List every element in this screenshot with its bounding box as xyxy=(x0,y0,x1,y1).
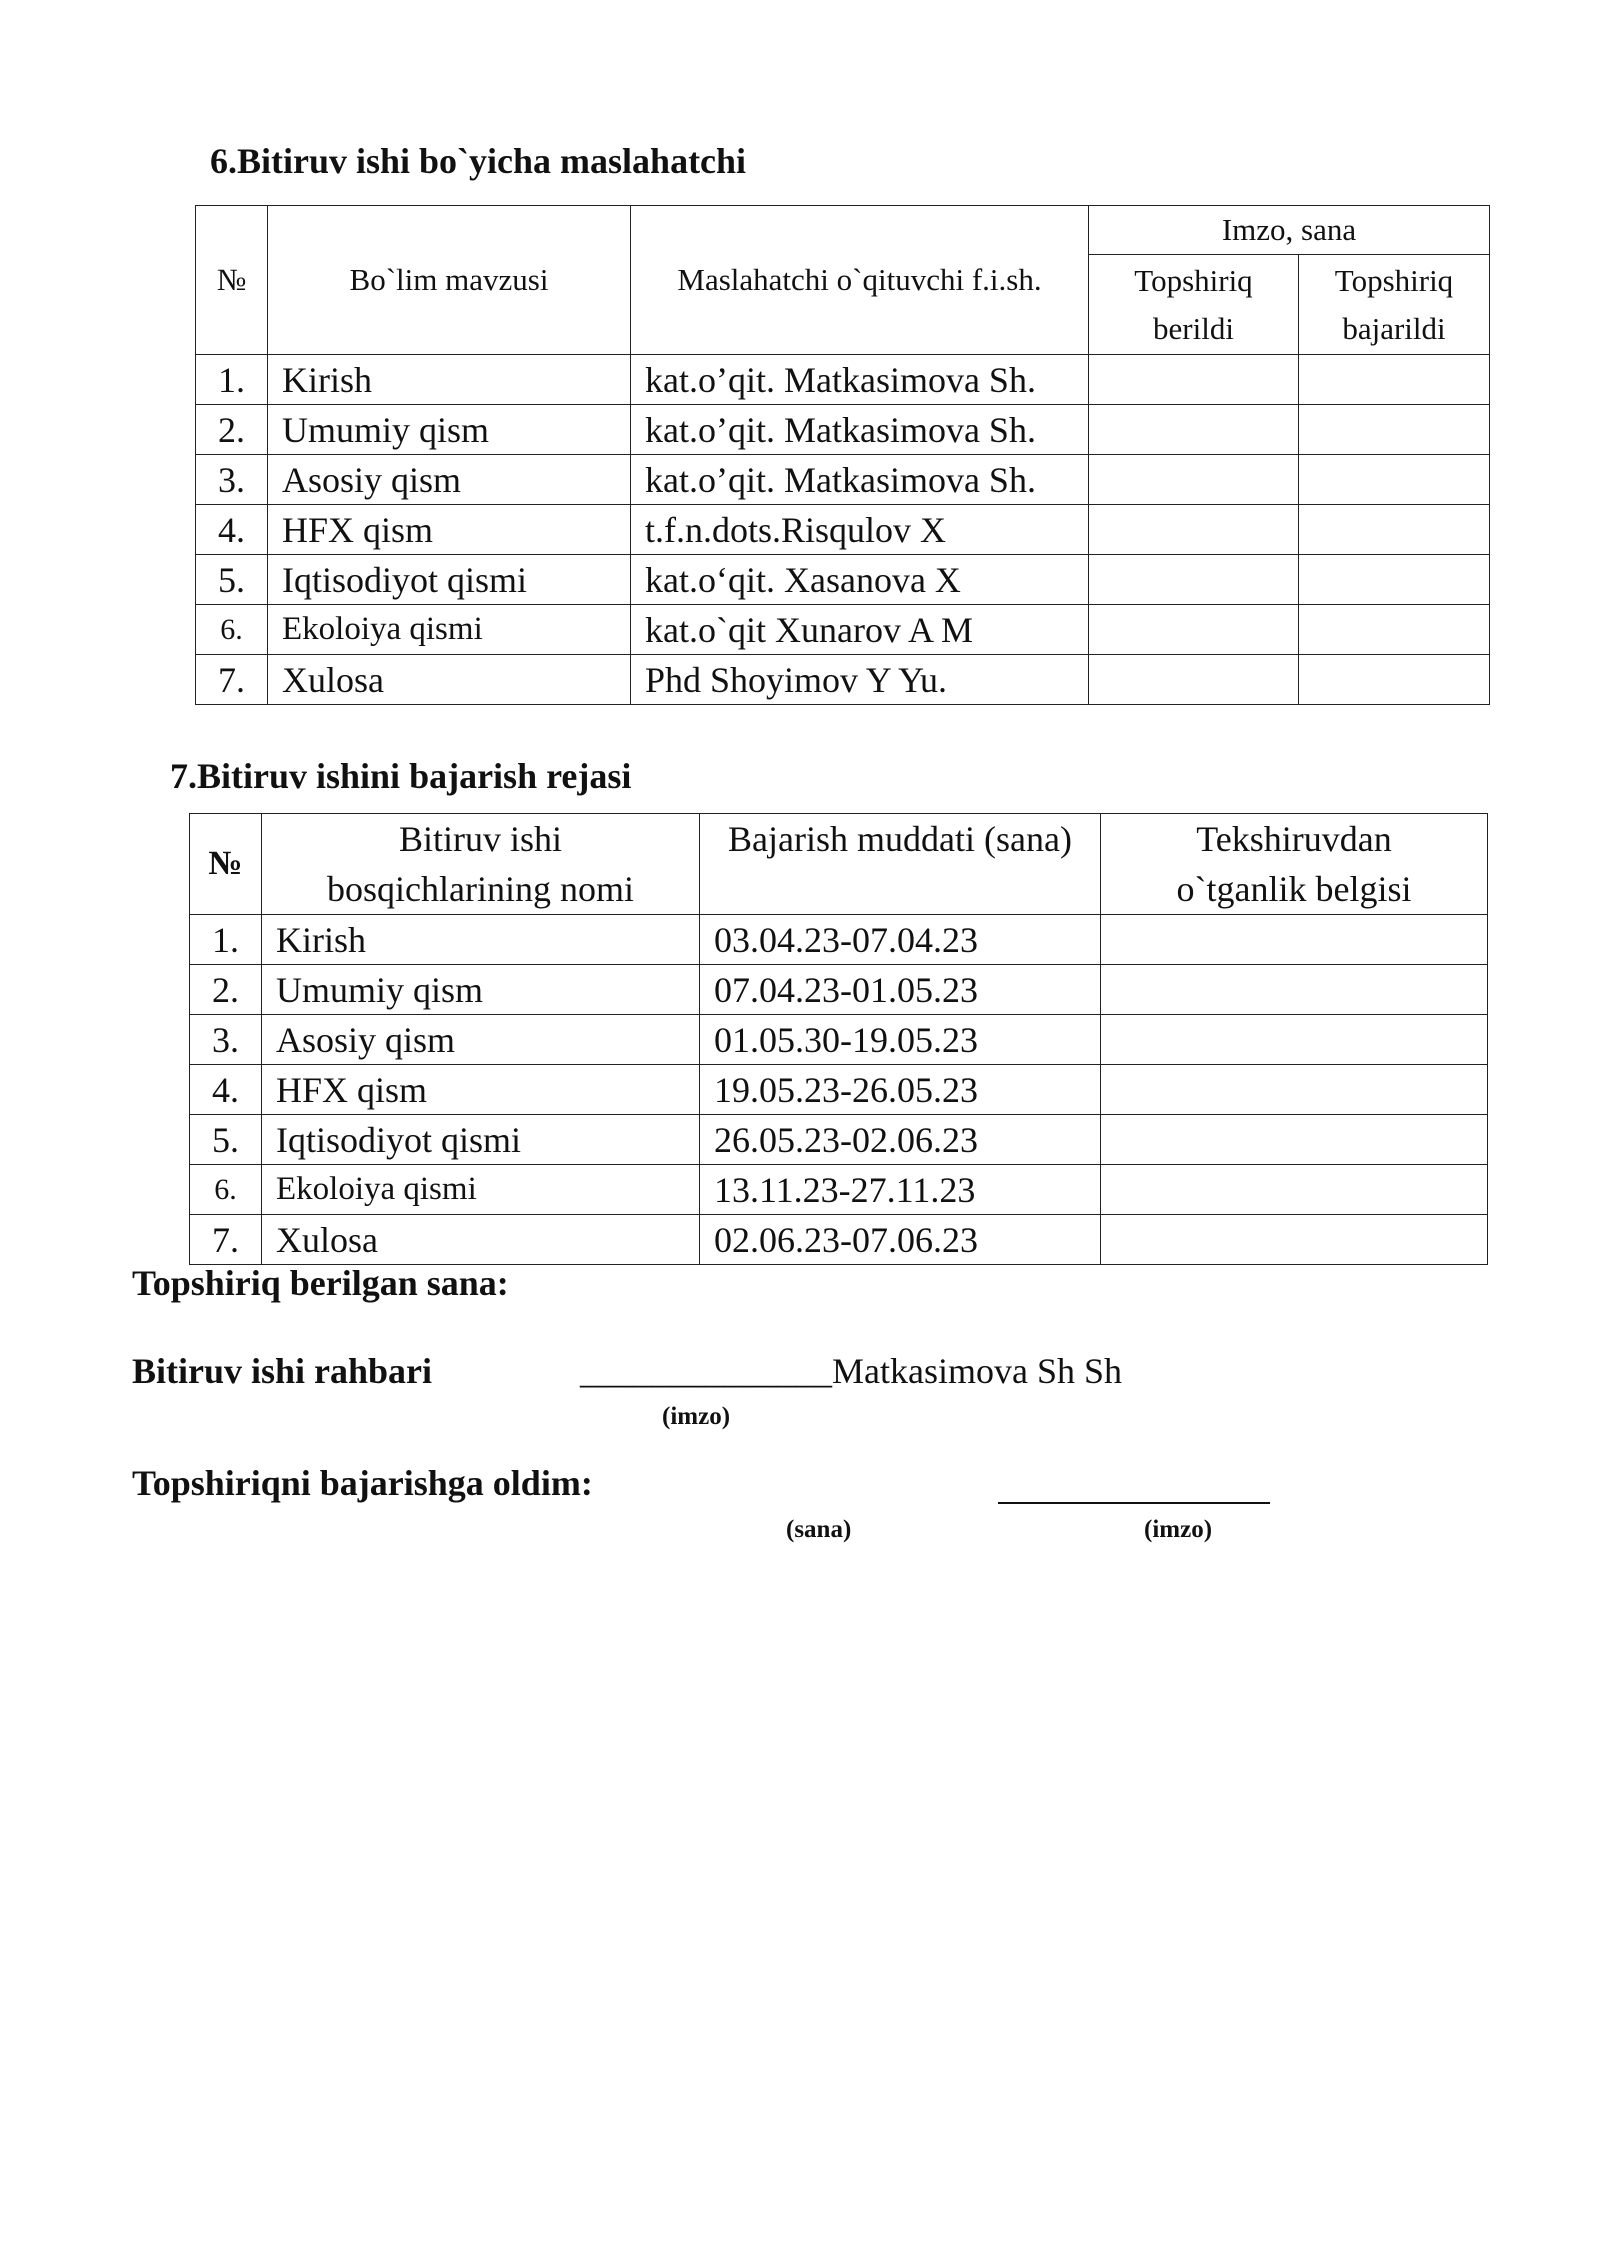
accepted-label: Topshiriqni bajarishga oldim: xyxy=(132,1463,593,1503)
imzo-caption: (imzo) xyxy=(662,1403,731,1430)
plan-row-deadline: 03.04.23-07.04.23 xyxy=(700,915,1101,965)
row-done-cell xyxy=(1299,455,1490,505)
row-done-cell xyxy=(1299,655,1490,705)
plan-table xyxy=(189,813,1488,1265)
plan-row xyxy=(190,915,1488,965)
plan-row-num: 6. xyxy=(190,1165,262,1215)
section6-title: 6.Bitiruv ishi bo`yicha maslahatchi xyxy=(210,141,747,181)
row-given-cell xyxy=(1089,355,1299,405)
plan-row-num: 2. xyxy=(190,965,262,1015)
plan-row-num: 1. xyxy=(190,915,262,965)
plan-header-stage xyxy=(262,814,700,915)
row-advisor: kat.o’qit. Matkasimova Sh. xyxy=(631,455,1089,505)
row-given-cell xyxy=(1089,505,1299,555)
advisor-table xyxy=(195,205,1490,705)
advisor-row xyxy=(196,405,1490,455)
plan-row-check-cell xyxy=(1101,965,1488,1015)
header-given-line1: Topshiriq xyxy=(1134,262,1253,298)
advisor-row xyxy=(196,355,1490,405)
plan-row-deadline: 26.05.23-02.06.23 xyxy=(700,1115,1101,1165)
section7-title: 7.Bitiruv ishini bajarish rejasi xyxy=(170,756,632,796)
row-topic: Xulosa xyxy=(268,655,631,705)
row-num: 2. xyxy=(196,405,268,455)
row-num: 5. xyxy=(196,555,268,605)
row-advisor: kat.o‘qit. Xasanova X xyxy=(631,555,1089,605)
plan-row-check-cell xyxy=(1101,1165,1488,1215)
row-num: 6. xyxy=(196,605,268,655)
plan-row-deadline: 01.05.30-19.05.23 xyxy=(700,1015,1101,1065)
plan-row xyxy=(190,1015,1488,1065)
row-given-cell xyxy=(1089,605,1299,655)
header-given-line2: berildi xyxy=(1153,310,1234,346)
given-date-label: Topshiriq berilgan sana: xyxy=(132,1263,509,1303)
row-topic: Ekoloiya qismi xyxy=(268,605,631,655)
plan-row xyxy=(190,965,1488,1015)
plan-row xyxy=(190,1165,1488,1215)
row-given-cell xyxy=(1089,555,1299,605)
plan-row-deadline: 02.06.23-07.06.23 xyxy=(700,1215,1101,1265)
plan-row xyxy=(190,1215,1488,1265)
imzo-caption-2: (imzo) xyxy=(1144,1516,1213,1543)
plan-row-check-cell xyxy=(1101,1215,1488,1265)
advisor-row xyxy=(196,655,1490,705)
row-advisor: t.f.n.dots.Risqulov X xyxy=(631,505,1089,555)
advisor-row xyxy=(196,455,1490,505)
row-num: 1. xyxy=(196,355,268,405)
supervisor-sign-line: ______________ xyxy=(580,1351,832,1391)
plan-row-check-cell xyxy=(1101,1015,1488,1065)
plan-row-num: 7. xyxy=(190,1215,262,1265)
row-advisor: kat.o’qit. Matkasimova Sh. xyxy=(631,355,1089,405)
row-given-cell xyxy=(1089,655,1299,705)
plan-row-stage: Iqtisodiyot qismi xyxy=(262,1115,700,1165)
plan-header-check-line2: o`tganlik belgisi xyxy=(1176,869,1412,909)
header-topic: Bo`lim mavzusi xyxy=(268,206,631,355)
row-advisor: Phd Shoyimov Y Yu. xyxy=(631,655,1089,705)
plan-header-stage-line1: Bitiruv ishi xyxy=(398,819,563,859)
row-given-cell xyxy=(1089,455,1299,505)
supervisor-name: Matkasimova Sh Sh xyxy=(832,1351,1123,1391)
plan-header-deadline: Bajarish muddati (sana) xyxy=(700,814,1101,915)
row-topic: Iqtisodiyot qismi xyxy=(268,555,631,605)
plan-row-stage: Asosiy qism xyxy=(262,1015,700,1065)
header-sign-date: Imzo, sana xyxy=(1089,206,1490,255)
plan-row-stage: Xulosa xyxy=(262,1215,700,1265)
plan-row xyxy=(190,1115,1488,1165)
row-done-cell xyxy=(1299,605,1490,655)
row-num: 7. xyxy=(196,655,268,705)
header-advisor: Maslahatchi o`qituvchi f.i.sh. xyxy=(631,206,1089,355)
header-given xyxy=(1089,255,1299,355)
plan-row-stage: HFX qism xyxy=(262,1065,700,1115)
plan-header-num: № xyxy=(190,814,262,915)
row-done-cell xyxy=(1299,555,1490,605)
row-done-cell xyxy=(1299,405,1490,455)
row-given-cell xyxy=(1089,405,1299,455)
row-advisor: kat.o’qit. Matkasimova Sh. xyxy=(631,405,1089,455)
header-done xyxy=(1299,255,1490,355)
supervisor-signature xyxy=(580,1350,1122,1392)
plan-header-check xyxy=(1101,814,1488,915)
plan-row-num: 5. xyxy=(190,1115,262,1165)
advisor-row xyxy=(196,505,1490,555)
plan-row-stage: Ekoloiya qismi xyxy=(262,1165,700,1215)
header-done-line1: Topshiriq xyxy=(1334,262,1454,298)
plan-row xyxy=(190,1065,1488,1115)
header-done-line2: bajarildi xyxy=(1342,310,1446,346)
plan-row-check-cell xyxy=(1101,915,1488,965)
row-done-cell xyxy=(1299,505,1490,555)
row-topic: Umumiy qism xyxy=(268,405,631,455)
advisor-row xyxy=(196,605,1490,655)
plan-row-deadline: 13.11.23-27.11.23 xyxy=(700,1165,1101,1215)
plan-row-stage: Kirish xyxy=(262,915,700,965)
advisor-row xyxy=(196,555,1490,605)
sana-caption: (sana) xyxy=(786,1516,852,1543)
plan-header-check-line1: Tekshiruvdan xyxy=(1196,819,1392,859)
row-done-cell xyxy=(1299,355,1490,405)
row-topic: Kirish xyxy=(268,355,631,405)
plan-row-num: 3. xyxy=(190,1015,262,1065)
plan-row-num: 4. xyxy=(190,1065,262,1115)
header-num: № xyxy=(196,206,268,355)
row-num: 3. xyxy=(196,455,268,505)
row-advisor: kat.o`qit Xunarov A M xyxy=(631,605,1089,655)
row-num: 4. xyxy=(196,505,268,555)
row-topic: Asosiy qism xyxy=(268,455,631,505)
plan-row-deadline: 07.04.23-01.05.23 xyxy=(700,965,1101,1015)
plan-header-stage-line2: bosqichlarining nomi xyxy=(327,869,634,909)
plan-row-deadline: 19.05.23-26.05.23 xyxy=(700,1065,1101,1115)
plan-row-check-cell xyxy=(1101,1065,1488,1115)
row-topic: HFX qism xyxy=(268,505,631,555)
supervisor-label: Bitiruv ishi rahbari xyxy=(132,1351,433,1391)
plan-row-check-cell xyxy=(1101,1115,1488,1165)
accepted-sign-line xyxy=(998,1502,1270,1504)
plan-row-stage: Umumiy qism xyxy=(262,965,700,1015)
